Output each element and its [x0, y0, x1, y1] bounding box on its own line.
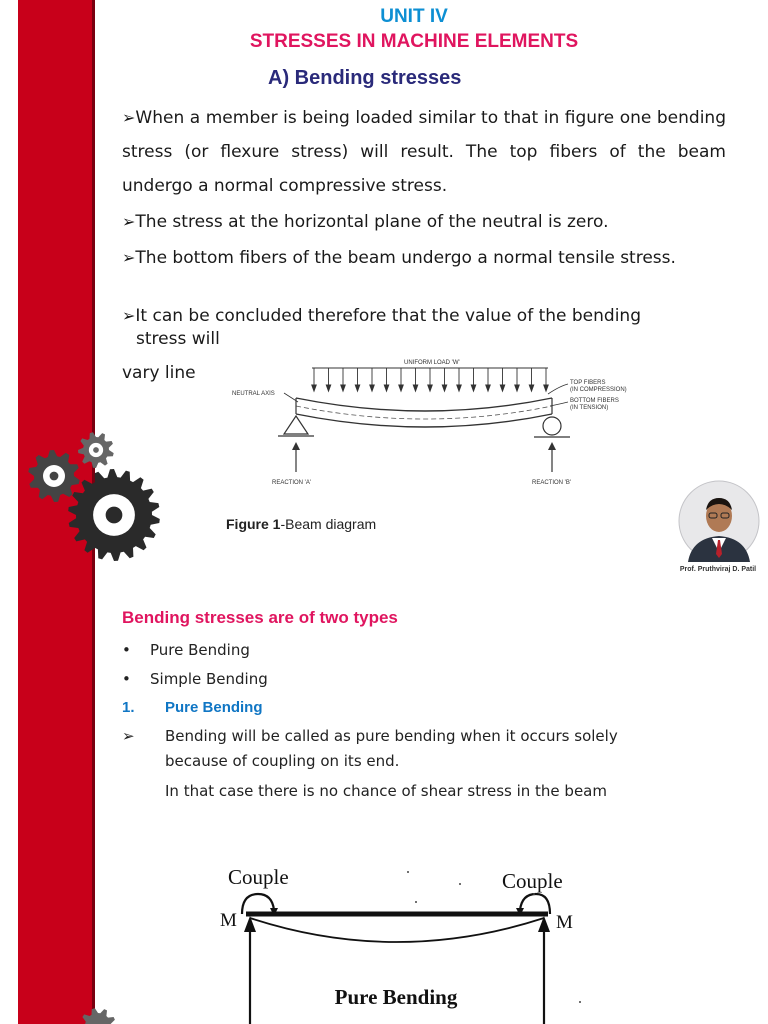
reaction-a-label: REACTION 'A' — [272, 480, 311, 486]
gear-icon — [78, 1004, 118, 1024]
paragraph-3 — [122, 246, 726, 270]
types-heading: Bending stresses are of two types — [122, 608, 398, 627]
paragraph-1-text: When a member is being loaded similar to that in figure one bending stress (or flexure stress) will result. The top fibers of the beam undergo a normal compressive stress. — [122, 108, 726, 196]
couple-right-label: Couple — [502, 869, 563, 893]
list-item: • Pure Bending — [122, 641, 250, 659]
moment-right-label: M — [556, 912, 573, 933]
bottom-fibers-label: BOTTOM FIBERS — [570, 398, 619, 404]
author-name: Prof. Pruthviraj D. Patil — [679, 566, 757, 573]
paragraph-4-line2: stress will — [136, 329, 220, 349]
paragraph-4-tail: vary line — [122, 363, 196, 383]
deflected-curve — [250, 918, 544, 942]
section-title: A) Bending stresses — [268, 67, 462, 89]
shear-stress-note: In that case there is no chance of shear stress in the beam — [165, 782, 607, 800]
pure-bending-heading: 1. Pure Bending — [122, 699, 263, 716]
beam-bottom-edge — [296, 414, 552, 427]
pure-bending-caption: Pure Bending — [334, 985, 458, 1009]
paragraph-2 — [122, 205, 726, 239]
moment-left-label: M — [220, 910, 237, 931]
arrow-bullet-icon: ➢ — [122, 306, 136, 325]
couple-left-label: Couple — [228, 865, 289, 889]
paragraph-4 — [122, 304, 726, 351]
bullet-icon: • — [122, 670, 131, 688]
neutral-axis-line — [296, 406, 552, 419]
beam-top-edge — [296, 398, 552, 411]
paragraph-1 — [122, 101, 726, 203]
top-fibers-label: TOP FIBERS — [570, 380, 606, 386]
neutral-axis-label: NEUTRAL AXIS — [232, 391, 275, 397]
pure-bending-figure — [184, 858, 608, 1024]
gears-icon — [24, 428, 164, 563]
bottom-fibers-sub: (IN TENSION) — [570, 405, 609, 411]
reaction-b-label: REACTION 'B' — [532, 480, 571, 486]
top-fibers-sub: (IN COMPRESSION) — [570, 387, 627, 393]
bullet-icon: • — [122, 641, 131, 659]
unit-title: UNIT IV — [380, 6, 448, 27]
load-arrows — [312, 368, 548, 391]
arrow-bullet-icon: ➢ — [122, 212, 136, 231]
roller-support-b — [543, 417, 561, 435]
paragraph-2-text: The stress at the horizontal plane of the neutral is zero. — [135, 212, 609, 232]
arrow-bullet-icon: ➢ — [122, 108, 136, 127]
arrow-bullet-icon: ➢ — [122, 248, 136, 267]
arrow-bullet-icon: ➢ — [122, 727, 135, 745]
list-item: • Simple Bending — [122, 670, 268, 688]
uniform-load-label: UNIFORM LOAD 'W' — [404, 360, 460, 366]
pin-support-a — [284, 416, 308, 434]
pure-bending-description: ➢ Bending will be called as pure bending when it occurs solely because of coupling on its end. — [122, 724, 685, 774]
figure-1-caption: Figure 1-Beam diagram — [226, 516, 377, 532]
paragraph-4-line1: It can be concluded therefore that the value of the bending — [135, 306, 641, 326]
page-title: STRESSES IN MACHINE ELEMENTS — [249, 31, 579, 52]
author-photo — [678, 480, 760, 562]
paragraph-3-text: The bottom fibers of the beam undergo a normal tensile stress. — [135, 248, 676, 268]
